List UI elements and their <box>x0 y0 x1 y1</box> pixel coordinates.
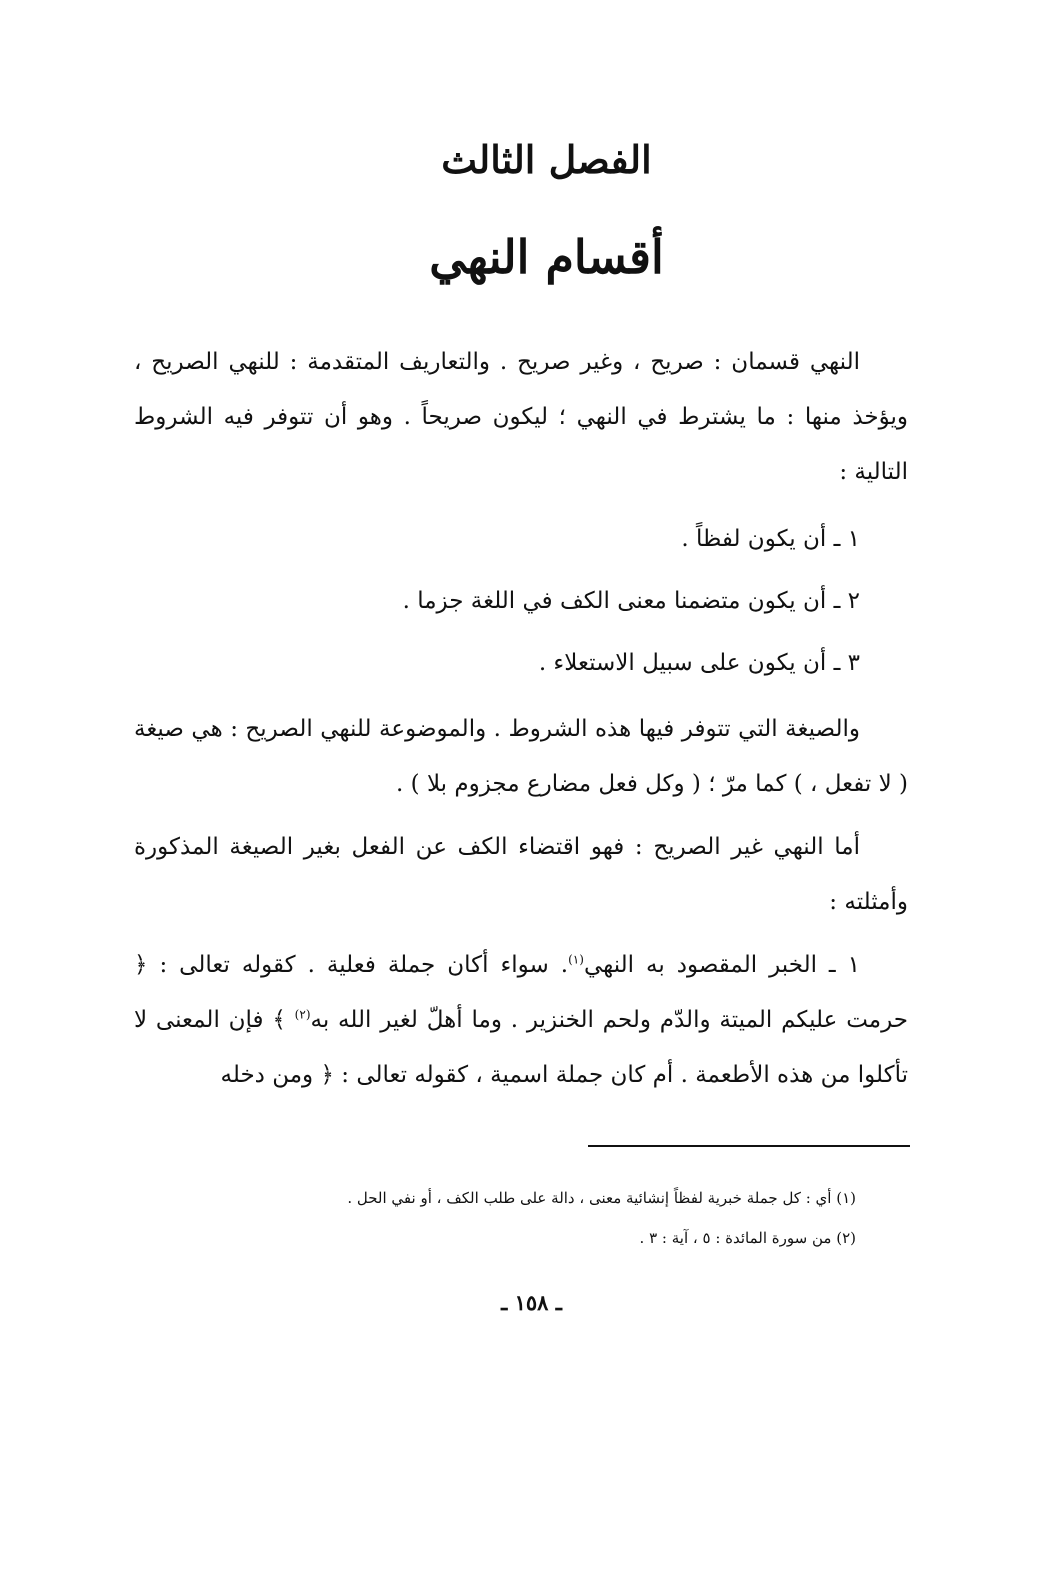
condition-item: ٢ ـ أن يكون متضمنا معنى الكف في اللغة جزما . <box>402 588 860 614</box>
implicit-prohibition-paragraph: أما النهي غير الصريح : فهو اقتضاء الكف عن الفعل بغير الصيغة المذكورة وأمثلته : <box>134 834 908 915</box>
condition-item: ١ ـ أن يكون لفظاً . <box>681 526 860 552</box>
footnote-reference: (١) <box>568 952 584 967</box>
chapter-heading: الفصل الثالث <box>441 137 652 182</box>
conditions-list <box>134 508 908 694</box>
main-text <box>134 335 908 1111</box>
chapter-title: أقسام النهي <box>429 230 664 284</box>
footnote: (٢) من سورة المائدة : ٥ ، آية : ٣ . <box>639 1229 856 1247</box>
intro-paragraph: النهي قسمان : صريح ، وغير صريح . والتعاريف المتقدمة : للنهي الصريح ، ويؤخذ منها : ما يشترط في النهي ؛ ليكون صريحاً . وهو أن تتوفر فيه الشروط التالية : <box>134 349 908 485</box>
footnote-divider <box>588 1145 910 1147</box>
example-text-part: ﴾ فإن المعنى لا تأكلوا من هذه الأطعمة . أم كان جملة اسمية ، كقوله تعالى : ﴿ ومن دخله <box>134 1007 908 1088</box>
form-paragraph: والصيغة التي تتوفر فيها هذه الشروط . والموضوعة للنهي الصريح : هي صيغة ( لا تفعل ، ) كما مرّ ؛ ( وكل فعل مضارع مجزوم بلا ) . <box>134 716 908 797</box>
footnote-reference: (٢) <box>294 1007 311 1022</box>
example-paragraph <box>134 938 908 1103</box>
footnote: (١) أي : كل جملة خبرية لفظاً إنشائية معنى ، دالة على طلب الكف ، أو نفي الحل . <box>347 1189 856 1207</box>
page-number: ـ ١٥٨ ـ <box>501 1290 562 1315</box>
example-text-part: ١ ـ الخبر المقصود به النهي <box>583 952 860 978</box>
example-text-part: . سواء أكان جملة فعلية . كقوله تعالى : ﴿ حرمت عليكم الميتة والدّم ولحم الخنزير . وما أهلّ لغير الله به <box>134 952 909 1033</box>
condition-item: ٣ ـ أن يكون على سبيل الاستعلاء . <box>538 650 860 676</box>
footnotes <box>134 1178 856 1258</box>
